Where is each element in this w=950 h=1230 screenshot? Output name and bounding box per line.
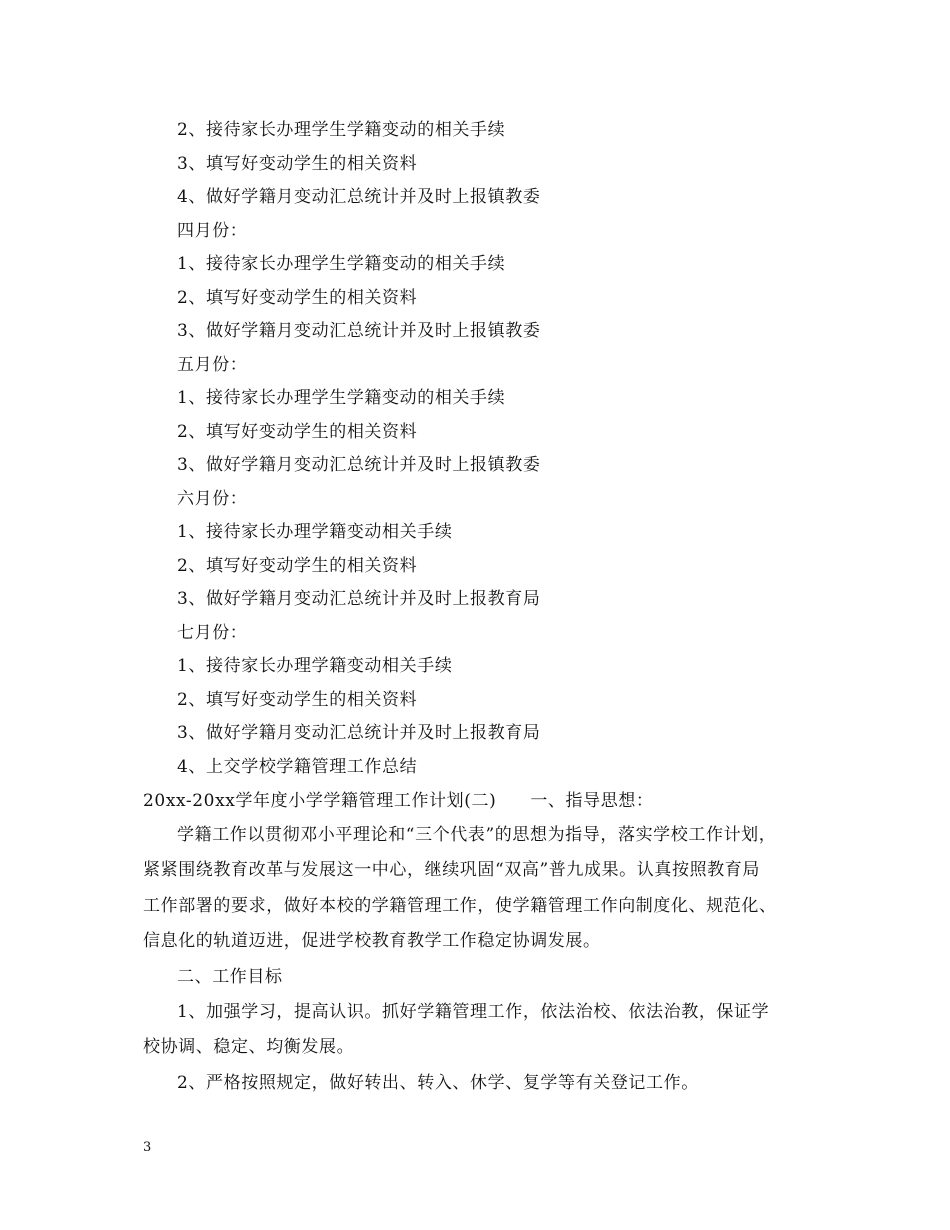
month-heading: 七月份： [177, 623, 248, 643]
paragraph-line: 1、加强学习，提高认识。抓好学籍管理工作，依法治校、依法治教，保证学 [177, 1002, 770, 1022]
plan-title: 20xx-20xx学年度小学学籍管理工作计划(二) [143, 791, 497, 811]
section-heading: 一、指导思想： [530, 791, 654, 811]
page-number: 3 [143, 1140, 152, 1155]
month-heading: 五月份： [177, 355, 248, 375]
list-item: 1、接待家长办理学生学籍变动的相关手续 [177, 254, 506, 274]
paragraph-line: 紧紧围绕教育改革与发展这一中心，继续巩固“双高”普九成果。认真按照教育局 [143, 860, 760, 880]
month-heading: 四月份： [177, 221, 248, 241]
plan-title-row [143, 791, 654, 811]
list-item: 1、接待家长办理学籍变动相关手续 [177, 656, 453, 676]
section-heading: 二、工作目标 [177, 967, 283, 987]
list-item: 1、接待家长办理学籍变动相关手续 [177, 522, 453, 542]
list-item: 3、做好学籍月变动汇总统计并及时上报教育局 [177, 589, 541, 609]
month-heading: 六月份： [177, 489, 248, 509]
paragraph-line: 校协调、稳定、均衡发展。 [143, 1037, 355, 1057]
paragraph-line: 信息化的轨道迈进，促进学校教育教学工作稳定协调发展。 [143, 931, 601, 951]
list-item: 2、填写好变动学生的相关资料 [177, 556, 418, 576]
list-item: 3、做好学籍月变动汇总统计并及时上报教育局 [177, 723, 541, 743]
list-item: 2、接待家长办理学生学籍变动的相关手续 [177, 120, 506, 140]
list-item: 2、填写好变动学生的相关资料 [177, 690, 418, 710]
list-item: 3、做好学籍月变动汇总统计并及时上报镇教委 [177, 321, 541, 341]
list-item: 3、做好学籍月变动汇总统计并及时上报镇教委 [177, 455, 541, 475]
list-item: 3、填写好变动学生的相关资料 [177, 154, 418, 174]
list-item: 1、接待家长办理学生学籍变动的相关手续 [177, 388, 506, 408]
list-item: 2、填写好变动学生的相关资料 [177, 422, 418, 442]
list-item: 4、做好学籍月变动汇总统计并及时上报镇教委 [177, 187, 541, 207]
paragraph-line: 2、严格按照规定，做好转出、转入、休学、复学等有关登记工作。 [177, 1073, 699, 1093]
list-item: 2、填写好变动学生的相关资料 [177, 288, 418, 308]
paragraph-line: 学籍工作以贯彻邓小平理论和“三个代表”的思想为指导，落实学校工作计划， [177, 825, 777, 845]
list-item: 4、上交学校学籍管理工作总结 [177, 757, 418, 777]
paragraph-line: 工作部署的要求，做好本校的学籍管理工作，使学籍管理工作向制度化、规范化、 [143, 896, 777, 916]
